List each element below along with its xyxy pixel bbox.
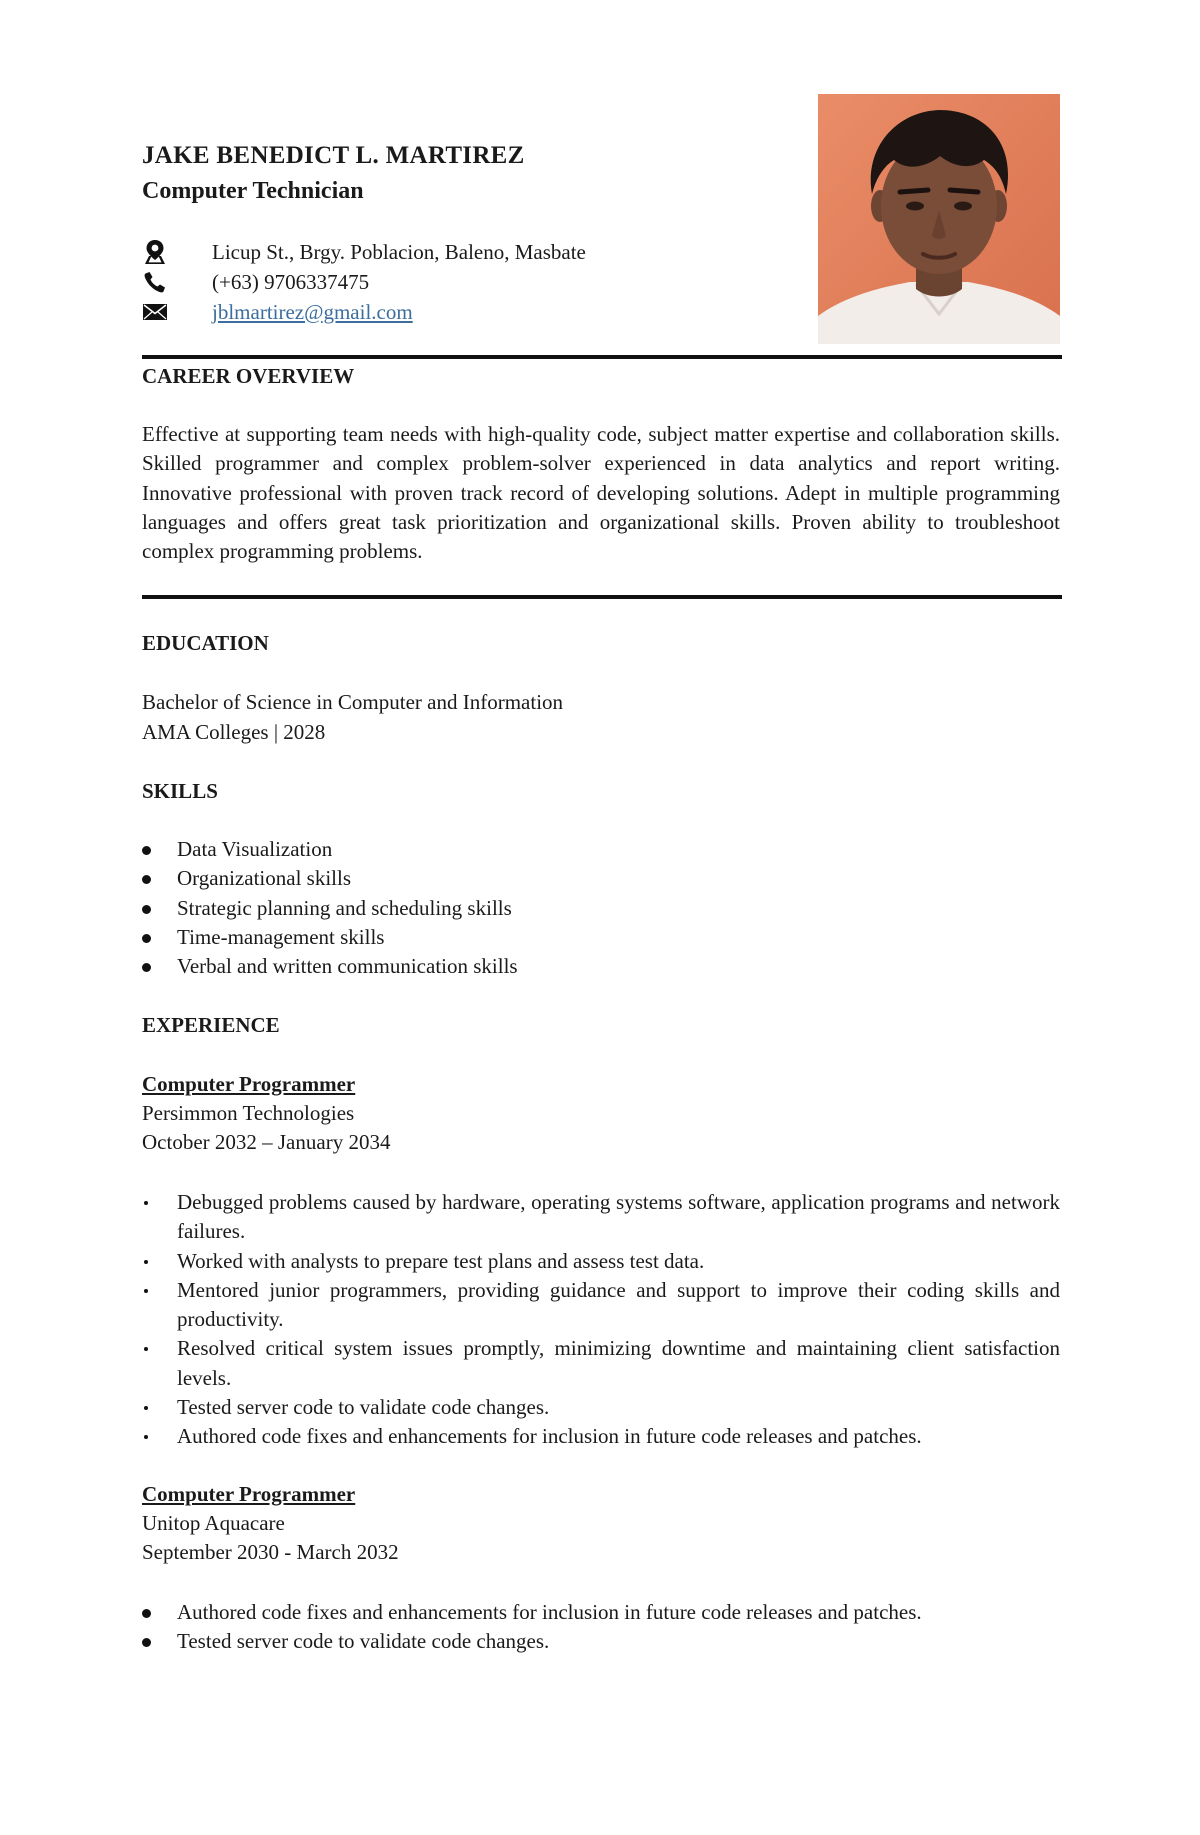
- job-company: Unitop Aquacare: [142, 1511, 285, 1535]
- skill-item: Time-management skills: [142, 923, 1060, 952]
- skill-item: Organizational skills: [142, 864, 1060, 893]
- skill-item: Data Visualization: [142, 835, 1060, 864]
- education-degree: Bachelor of Science in Computer and Information: [142, 690, 564, 714]
- contact-block: [142, 237, 586, 327]
- job-duty-item: Mentored junior programmers, providing guidance and support to improve their coding skills and productivity.: [142, 1276, 1060, 1335]
- contact-address-row: [142, 237, 586, 267]
- job-title: Computer Programmer: [142, 1482, 356, 1506]
- divider: [142, 595, 1062, 599]
- envelope-icon: [142, 299, 168, 325]
- education-heading: EDUCATION: [142, 631, 269, 655]
- experience-heading: EXPERIENCE: [142, 1013, 280, 1037]
- skills-list: [142, 835, 1060, 981]
- skill-item: Verbal and written communication skills: [142, 952, 1060, 981]
- job-duties-list: [142, 1188, 1060, 1452]
- career-overview-heading: CAREER OVERVIEW: [142, 364, 355, 388]
- career-overview-text: Effective at supporting team needs with high-quality code, subject matter expertise and collaboration skills. Skilled programmer and complex problem-solver experienced in data analytics and report writing. Innovative professional with proven track record of developing solutions. Adept in multiple programming languages and offers great task prioritization and organizational skills. Proven ability to troubleshoot complex programming problems.: [142, 422, 1060, 564]
- job-duty-item: Debugged problems caused by hardware, operating systems software, application programs and network failures.: [142, 1188, 1060, 1247]
- contact-email-row: [142, 297, 586, 327]
- job-duty-item: Resolved critical system issues promptly, minimizing downtime and maintaining client satisfaction levels.: [142, 1334, 1060, 1393]
- job-dates: September 2030 - March 2032: [142, 1540, 399, 1564]
- contact-address: Licup St., Brgy. Poblacion, Baleno, Masbate: [212, 239, 586, 264]
- job-duty-item: Worked with analysts to prepare test plans and assess test data.: [142, 1247, 1060, 1276]
- phone-icon: [142, 269, 168, 295]
- job-duty-item: Tested server code to validate code changes.: [142, 1627, 1060, 1656]
- contact-phone-row: [142, 267, 586, 297]
- skills-heading: SKILLS: [142, 779, 218, 803]
- job-duties-list: [142, 1598, 1060, 1657]
- job-duty-item: Authored code fixes and enhancements for inclusion in future code releases and patches.: [142, 1422, 1060, 1451]
- profile-photo: [818, 94, 1060, 344]
- resume-name: JAKE BENEDICT L. MARTIREZ: [142, 142, 525, 169]
- job-dates: October 2032 – January 2034: [142, 1130, 391, 1154]
- email-link[interactable]: jblmartirez@gmail.com: [212, 299, 413, 324]
- skill-item: Strategic planning and scheduling skills: [142, 894, 1060, 923]
- job-company: Persimmon Technologies: [142, 1101, 355, 1125]
- job-duty-item: Tested server code to validate code changes.: [142, 1393, 1060, 1422]
- resume-role: Computer Technician: [142, 178, 364, 204]
- job-title: Computer Programmer: [142, 1072, 356, 1096]
- location-pin-icon: [142, 239, 168, 265]
- divider: [142, 355, 1062, 359]
- job-duty-item: Authored code fixes and enhancements for inclusion in future code releases and patches.: [142, 1598, 1060, 1627]
- education-school: AMA Colleges | 2028: [142, 720, 326, 744]
- contact-phone: (+63) 9706337475: [212, 269, 370, 294]
